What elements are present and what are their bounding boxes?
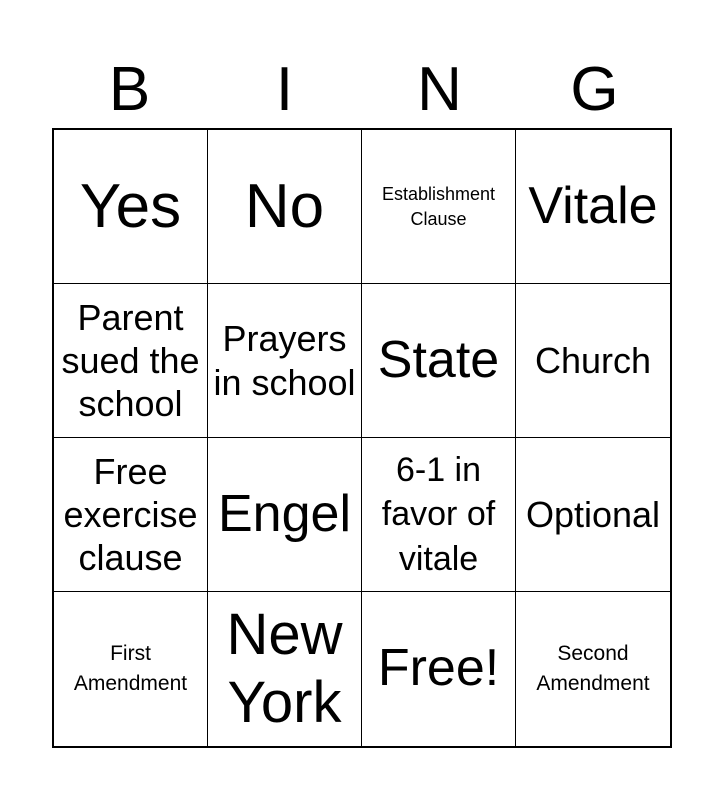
bingo-cell-r4c1[interactable] — [54, 592, 208, 746]
cell-text: 6-1 in favor of vitale — [381, 451, 496, 578]
cell-text: Second Amendment — [536, 642, 650, 695]
bingo-cell-r2c3[interactable] — [362, 284, 516, 438]
header-letter-n: N — [417, 55, 462, 124]
header-letter-g: G — [570, 55, 619, 124]
cell-text: Prayers in school — [213, 318, 356, 403]
cell-text: No — [244, 171, 325, 241]
bingo-cell-r1c3[interactable] — [362, 130, 516, 284]
bingo-cell-r1c2[interactable] — [208, 130, 362, 284]
bingo-cell-r2c2[interactable] — [208, 284, 362, 438]
cell-text: New York — [226, 601, 343, 735]
bingo-header — [52, 52, 672, 128]
cell-text: First Amendment — [73, 642, 188, 695]
bingo-cell-r2c1[interactable] — [54, 284, 208, 438]
cell-text: Church — [534, 339, 652, 381]
bingo-cell-r1c4[interactable] — [516, 130, 670, 284]
cell-text: Optional — [525, 493, 661, 535]
bingo-cell-r4c2[interactable] — [208, 592, 362, 746]
cell-text: Vitale — [528, 176, 658, 235]
bingo-cell-r2c4[interactable] — [516, 284, 670, 438]
cell-text: Free! — [377, 639, 500, 698]
header-letter-i: I — [275, 55, 294, 124]
cell-text: Establishment Clause — [381, 184, 496, 229]
bingo-cell-r3c1[interactable] — [54, 438, 208, 592]
cell-text: State — [377, 330, 500, 389]
bingo-cell-r3c4[interactable] — [516, 438, 670, 592]
bingo-board — [52, 128, 672, 748]
cell-text: Free exercise clause — [63, 450, 198, 579]
bingo-cell-r1c1[interactable] — [54, 130, 208, 284]
cell-text: Yes — [79, 171, 182, 241]
bingo-cell-r4c4[interactable] — [516, 592, 670, 746]
header-letter-b: B — [108, 55, 151, 124]
cell-text: Engel — [218, 484, 351, 543]
bingo-cell-r3c2[interactable] — [208, 438, 362, 592]
bingo-cell-r3c3[interactable] — [362, 438, 516, 592]
cell-text: Parent sued the school — [61, 296, 200, 425]
bingo-cell-free[interactable] — [362, 592, 516, 746]
